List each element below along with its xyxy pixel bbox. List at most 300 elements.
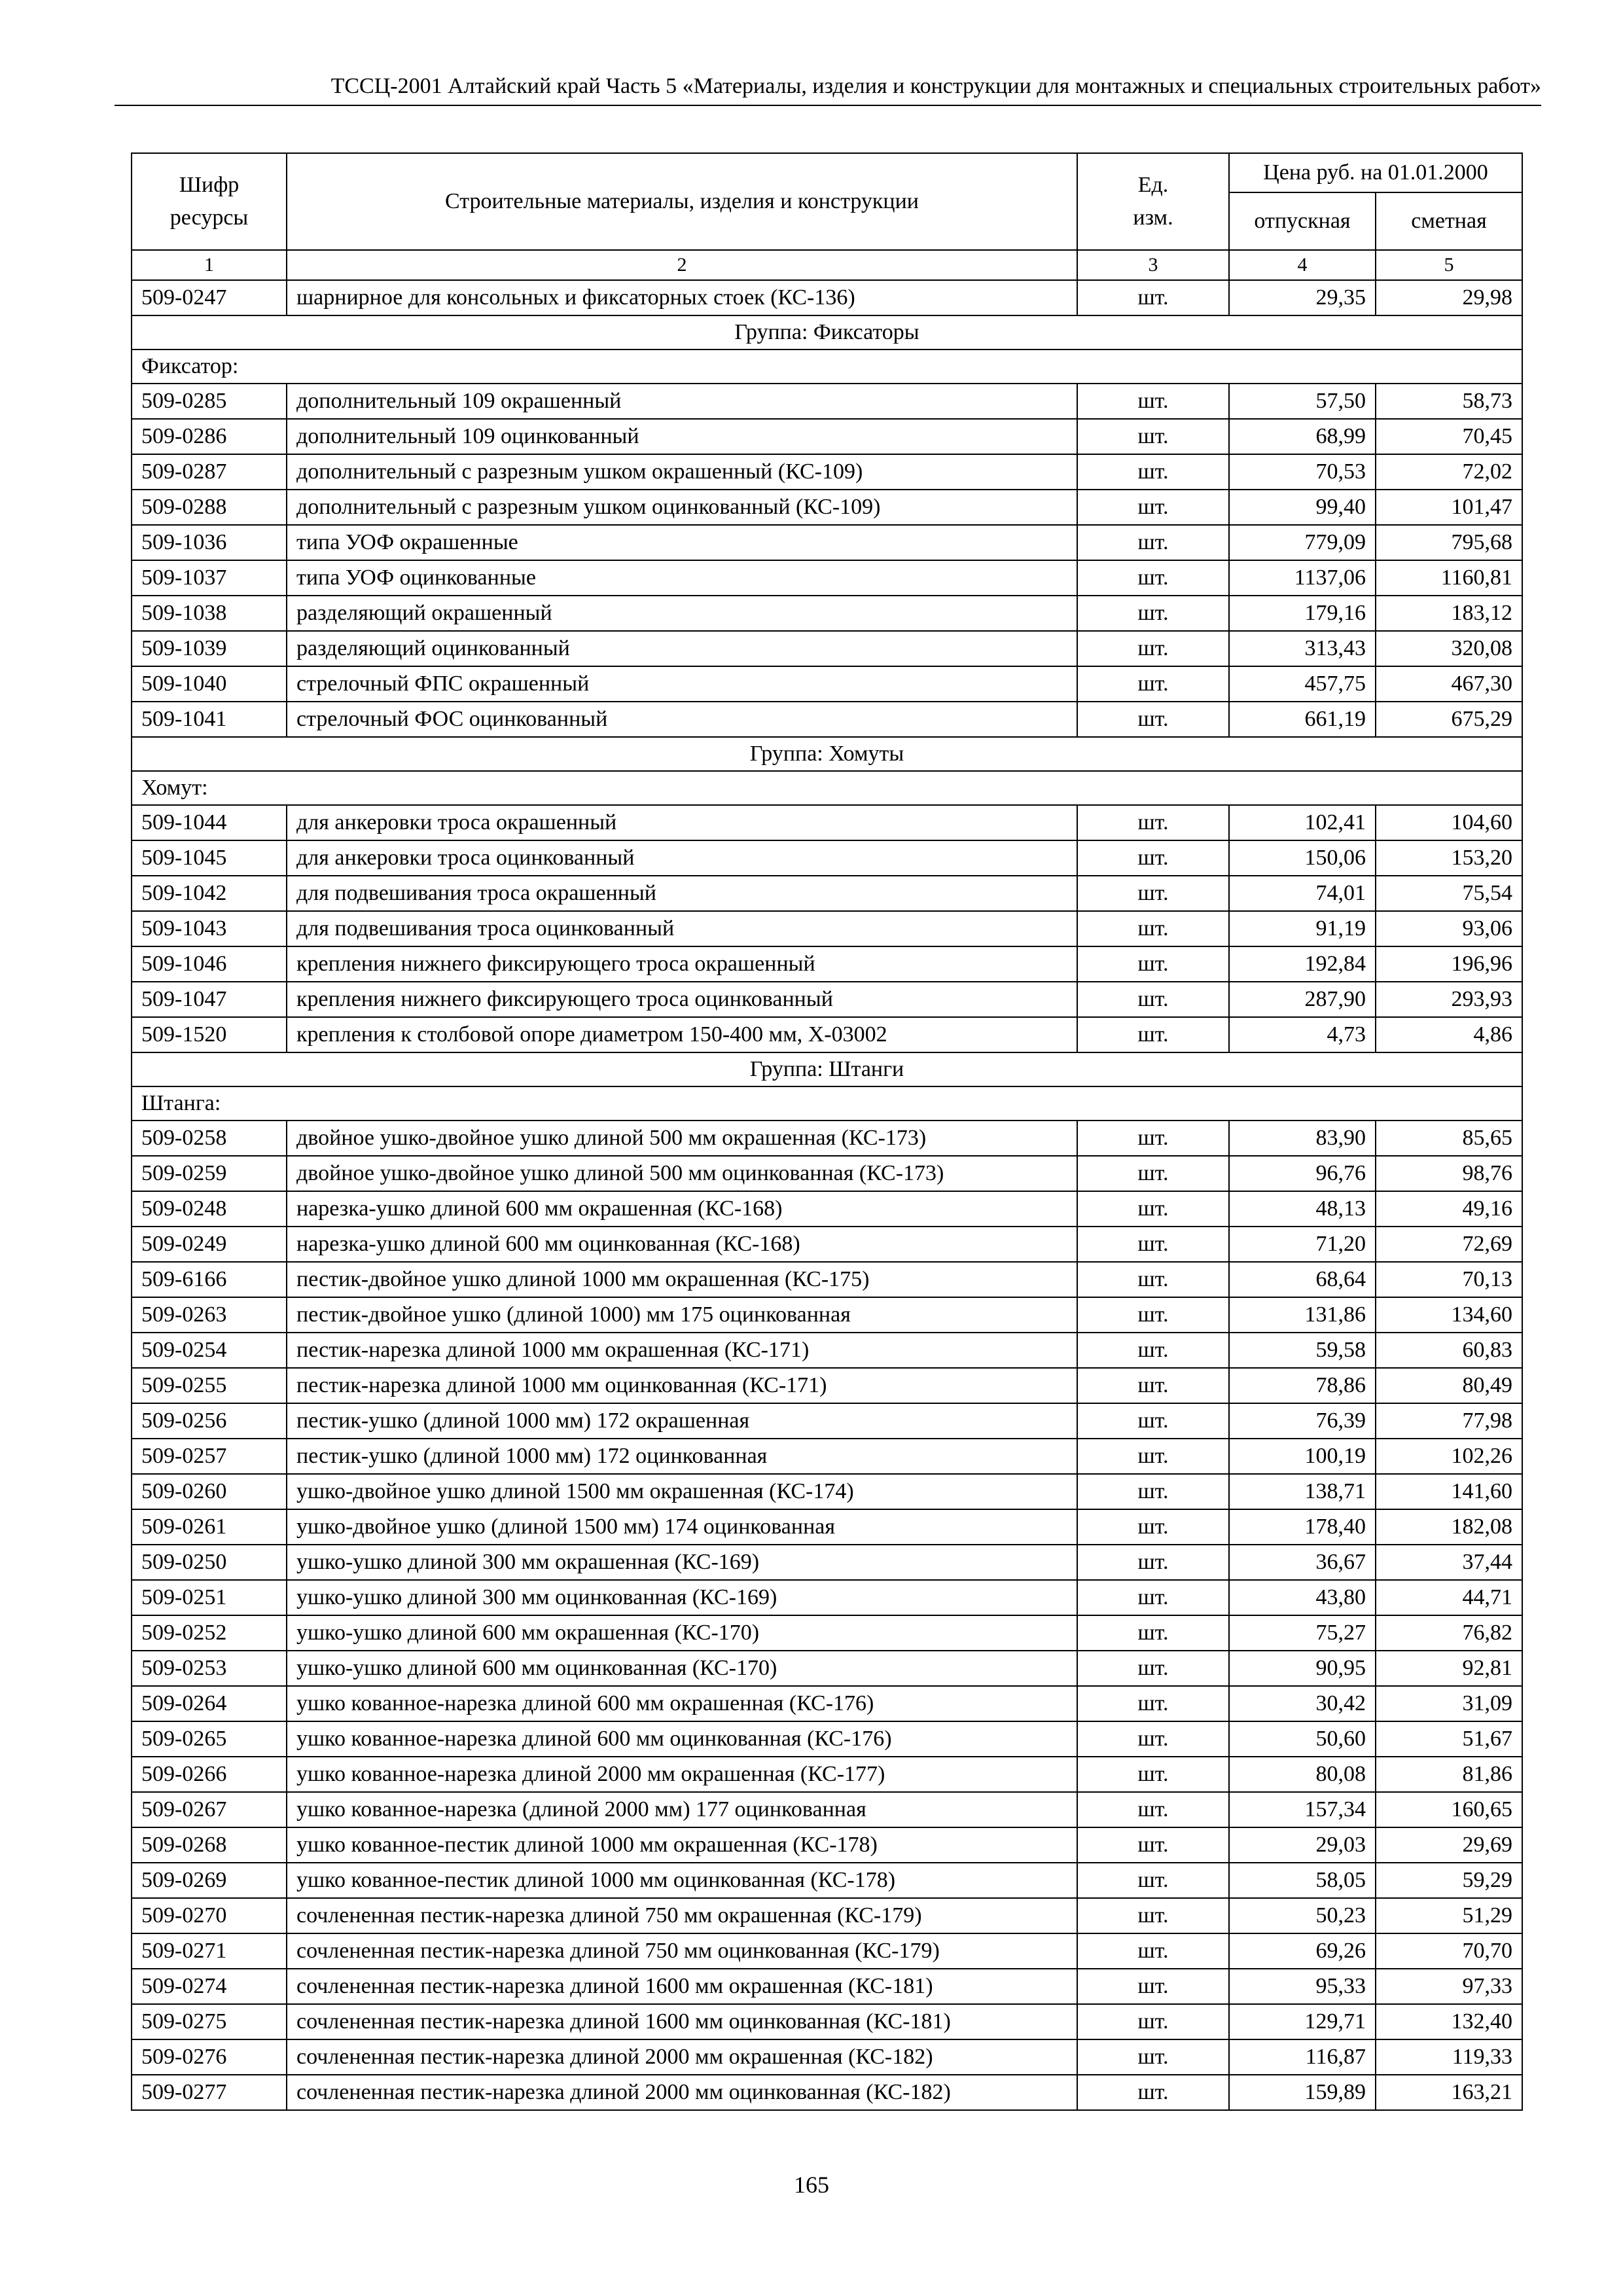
header-name: Строительные материалы, изделия и конструкции xyxy=(287,153,1077,250)
table-row xyxy=(132,1615,1522,1651)
cell-unit: шт. xyxy=(1077,982,1229,1017)
cell-code: 509-0258 xyxy=(132,1121,287,1156)
table-row xyxy=(132,1721,1522,1757)
cell-name: сочлененная пестик-нарезка длиной 750 мм оцинкованная (КС-179) xyxy=(287,1933,1077,1969)
cell-name: ушко кованное-пестик длиной 1000 мм окрашенная (КС-178) xyxy=(287,1827,1077,1863)
table-row xyxy=(132,702,1522,737)
cell-price-release: 29,35 xyxy=(1229,280,1376,315)
cell-name: нарезка-ушко длиной 600 мм оцинкованная (КС-168) xyxy=(287,1227,1077,1262)
table-row xyxy=(132,1545,1522,1580)
cell-price-release: 58,05 xyxy=(1229,1863,1376,1898)
cell-price-estimate: 293,93 xyxy=(1376,982,1522,1017)
cell-name: сочлененная пестик-нарезка длиной 1600 мм окрашенная (КС-181) xyxy=(287,1969,1077,2004)
cell-price-estimate: 795,68 xyxy=(1376,525,1522,560)
cell-name: двойное ушко-двойное ушко длиной 500 мм оцинкованная (КС-173) xyxy=(287,1156,1077,1191)
cell-unit: шт. xyxy=(1077,1686,1229,1721)
cell-code: 509-0268 xyxy=(132,1827,287,1863)
cell-unit: шт. xyxy=(1077,1156,1229,1191)
cell-code: 509-0256 xyxy=(132,1403,287,1439)
subheading: Штанга: xyxy=(132,1086,1522,1121)
table-row xyxy=(132,876,1522,911)
table-row xyxy=(132,2004,1522,2039)
table-row xyxy=(132,1297,1522,1333)
header-price-release: отпускная xyxy=(1229,192,1376,250)
cell-price-estimate: 75,54 xyxy=(1376,876,1522,911)
cell-price-estimate: 98,76 xyxy=(1376,1156,1522,1191)
cell-name: ушко-двойное ушко длиной 1500 мм окрашенная (КС-174) xyxy=(287,1474,1077,1509)
cell-price-release: 75,27 xyxy=(1229,1615,1376,1651)
cell-price-estimate: 102,26 xyxy=(1376,1439,1522,1474)
cell-code: 509-1040 xyxy=(132,666,287,702)
cell-code: 509-0274 xyxy=(132,1969,287,2004)
cell-name: ушко-ушко длиной 600 мм оцинкованная (КС-170) xyxy=(287,1651,1077,1686)
cell-price-release: 116,87 xyxy=(1229,2039,1376,2075)
cell-code: 509-1046 xyxy=(132,946,287,982)
header-code: Шифр ресурсы xyxy=(132,153,287,250)
cell-unit: шт. xyxy=(1077,1863,1229,1898)
cell-price-release: 313,43 xyxy=(1229,631,1376,666)
cell-unit: шт. xyxy=(1077,2004,1229,2039)
cell-price-release: 30,42 xyxy=(1229,1686,1376,1721)
group-heading-row xyxy=(132,315,1522,350)
cell-code: 509-0247 xyxy=(132,280,287,315)
cell-price-release: 100,19 xyxy=(1229,1439,1376,1474)
cell-price-estimate: 49,16 xyxy=(1376,1191,1522,1227)
cell-unit: шт. xyxy=(1077,1333,1229,1368)
table-row xyxy=(132,1792,1522,1827)
cell-name: разделяющий оцинкованный xyxy=(287,631,1077,666)
header-unit: Ед. изм. xyxy=(1077,153,1229,250)
cell-price-release: 74,01 xyxy=(1229,876,1376,911)
table-row xyxy=(132,1403,1522,1439)
cell-price-release: 50,60 xyxy=(1229,1721,1376,1757)
cell-unit: шт. xyxy=(1077,1262,1229,1297)
cell-unit: шт. xyxy=(1077,666,1229,702)
cell-price-release: 90,95 xyxy=(1229,1651,1376,1686)
cell-name: пестик-нарезка длиной 1000 мм окрашенная (КС-171) xyxy=(287,1333,1077,1368)
cell-price-estimate: 1160,81 xyxy=(1376,560,1522,596)
cell-name: разделяющий окрашенный xyxy=(287,596,1077,631)
cell-unit: шт. xyxy=(1077,384,1229,419)
cell-name: типа УОФ окрашенные xyxy=(287,525,1077,560)
cell-name: нарезка-ушко длиной 600 мм окрашенная (КС-168) xyxy=(287,1191,1077,1227)
cell-unit: шт. xyxy=(1077,1898,1229,1933)
table-body xyxy=(132,280,1522,2110)
cell-name: сочлененная пестик-нарезка длиной 2000 мм окрашенная (КС-182) xyxy=(287,2039,1077,2075)
cell-unit: шт. xyxy=(1077,1545,1229,1580)
table-row xyxy=(132,2039,1522,2075)
cell-name: пестик-ушко (длиной 1000 мм) 172 окрашенная xyxy=(287,1403,1077,1439)
cell-unit: шт. xyxy=(1077,1297,1229,1333)
cell-price-estimate: 97,33 xyxy=(1376,1969,1522,2004)
cell-price-estimate: 81,86 xyxy=(1376,1757,1522,1792)
cell-unit: шт. xyxy=(1077,1580,1229,1615)
table-row xyxy=(132,1686,1522,1721)
cell-name: пестик-нарезка длиной 1000 мм оцинкованная (КС-171) xyxy=(287,1368,1077,1403)
cell-unit: шт. xyxy=(1077,454,1229,490)
cell-name: стрелочный ФПС окрашенный xyxy=(287,666,1077,702)
cell-price-release: 83,90 xyxy=(1229,1121,1376,1156)
cell-name: ушко кованное-нарезка длиной 600 мм окрашенная (КС-176) xyxy=(287,1686,1077,1721)
cell-unit: шт. xyxy=(1077,876,1229,911)
cell-price-estimate: 44,71 xyxy=(1376,1580,1522,1615)
cell-name: ушко кованное-нарезка длиной 2000 мм окрашенная (КС-177) xyxy=(287,1757,1077,1792)
cell-price-estimate: 467,30 xyxy=(1376,666,1522,702)
cell-unit: шт. xyxy=(1077,631,1229,666)
cell-code: 509-1037 xyxy=(132,560,287,596)
table-row xyxy=(132,1757,1522,1792)
cell-name: пестик-ушко (длиной 1000 мм) 172 оцинкованная xyxy=(287,1439,1077,1474)
table-row xyxy=(132,1227,1522,1262)
cell-price-estimate: 72,02 xyxy=(1376,454,1522,490)
cell-price-release: 4,73 xyxy=(1229,1017,1376,1052)
cell-unit: шт. xyxy=(1077,490,1229,525)
cell-price-estimate: 76,82 xyxy=(1376,1615,1522,1651)
cell-name: дополнительный с разрезным ушком окрашенный (КС-109) xyxy=(287,454,1077,490)
cell-unit: шт. xyxy=(1077,2039,1229,2075)
cell-price-estimate: 31,09 xyxy=(1376,1686,1522,1721)
cell-code: 509-1036 xyxy=(132,525,287,560)
cell-price-release: 48,13 xyxy=(1229,1191,1376,1227)
cell-price-release: 43,80 xyxy=(1229,1580,1376,1615)
cell-code: 509-0248 xyxy=(132,1191,287,1227)
subheading: Хомут: xyxy=(132,771,1522,805)
cell-unit: шт. xyxy=(1077,1191,1229,1227)
cell-unit: шт. xyxy=(1077,1757,1229,1792)
table-row xyxy=(132,490,1522,525)
cell-price-estimate: 70,45 xyxy=(1376,419,1522,454)
cell-name: крепления нижнего фиксирующего троса окрашенный xyxy=(287,946,1077,982)
cell-price-release: 102,41 xyxy=(1229,805,1376,840)
cell-code: 509-0249 xyxy=(132,1227,287,1262)
cell-name: для подвешивания троса окрашенный xyxy=(287,876,1077,911)
cell-code: 509-0277 xyxy=(132,2075,287,2110)
table-row xyxy=(132,1121,1522,1156)
cell-unit: шт. xyxy=(1077,2075,1229,2110)
cell-unit: шт. xyxy=(1077,560,1229,596)
cell-code: 509-1038 xyxy=(132,596,287,631)
cell-name: двойное ушко-двойное ушко длиной 500 мм окрашенная (КС-173) xyxy=(287,1121,1077,1156)
table-row xyxy=(132,1156,1522,1191)
cell-price-estimate: 675,29 xyxy=(1376,702,1522,737)
cell-name: крепления к столбовой опоре диаметром 150-400 мм, Х-03002 xyxy=(287,1017,1077,1052)
cell-price-estimate: 196,96 xyxy=(1376,946,1522,982)
cell-code: 509-0266 xyxy=(132,1757,287,1792)
cell-name: сочлененная пестик-нарезка длиной 1600 мм оцинкованная (КС-181) xyxy=(287,2004,1077,2039)
cell-price-release: 29,03 xyxy=(1229,1827,1376,1863)
cell-price-release: 661,19 xyxy=(1229,702,1376,737)
cell-price-release: 150,06 xyxy=(1229,840,1376,876)
cell-price-estimate: 92,81 xyxy=(1376,1651,1522,1686)
cell-price-estimate: 59,29 xyxy=(1376,1863,1522,1898)
cell-price-release: 68,99 xyxy=(1229,419,1376,454)
cell-price-estimate: 153,20 xyxy=(1376,840,1522,876)
cell-price-release: 96,76 xyxy=(1229,1156,1376,1191)
cell-price-release: 779,09 xyxy=(1229,525,1376,560)
running-header: ТССЦ-2001 Алтайский край Часть 5 «Материалы, изделия и конструкции для монтажных и специальных строительных работ» xyxy=(330,74,1541,98)
cell-price-estimate: 320,08 xyxy=(1376,631,1522,666)
cell-unit: шт. xyxy=(1077,1439,1229,1474)
cell-price-release: 78,86 xyxy=(1229,1368,1376,1403)
cell-code: 509-0265 xyxy=(132,1721,287,1757)
table-row xyxy=(132,1969,1522,2004)
group-heading: Группа: Хомуты xyxy=(132,737,1522,771)
cell-code: 509-1045 xyxy=(132,840,287,876)
cell-name: ушко-ушко длиной 600 мм окрашенная (КС-170) xyxy=(287,1615,1077,1651)
table-row xyxy=(132,596,1522,631)
cell-price-estimate: 183,12 xyxy=(1376,596,1522,631)
table-row xyxy=(132,384,1522,419)
table-row xyxy=(132,1898,1522,1933)
cell-unit: шт. xyxy=(1077,1827,1229,1863)
cell-code: 509-0264 xyxy=(132,1686,287,1721)
cell-price-release: 69,26 xyxy=(1229,1933,1376,1969)
table-row xyxy=(132,1191,1522,1227)
cell-price-release: 76,39 xyxy=(1229,1403,1376,1439)
cell-price-release: 178,40 xyxy=(1229,1509,1376,1545)
cell-price-estimate: 134,60 xyxy=(1376,1297,1522,1333)
cell-name: пестик-двойное ушко длиной 1000 мм окрашенная (КС-175) xyxy=(287,1262,1077,1297)
cell-code: 509-6166 xyxy=(132,1262,287,1297)
group-heading: Группа: Штанги xyxy=(132,1052,1522,1086)
cell-price-release: 99,40 xyxy=(1229,490,1376,525)
cell-price-release: 192,84 xyxy=(1229,946,1376,982)
cell-price-estimate: 29,69 xyxy=(1376,1827,1522,1863)
table-row xyxy=(132,1651,1522,1686)
cell-unit: шт. xyxy=(1077,596,1229,631)
cell-name: для анкеровки троса оцинкованный xyxy=(287,840,1077,876)
group-heading-row xyxy=(132,737,1522,771)
header-rule xyxy=(115,105,1541,106)
cell-name: ушко-ушко длиной 300 мм оцинкованная (КС-169) xyxy=(287,1580,1077,1615)
cell-price-estimate: 51,67 xyxy=(1376,1721,1522,1757)
table-row xyxy=(132,1933,1522,1969)
cell-code: 509-0251 xyxy=(132,1580,287,1615)
cell-name: для анкеровки троса окрашенный xyxy=(287,805,1077,840)
cell-price-estimate: 85,65 xyxy=(1376,1121,1522,1156)
cell-unit: шт. xyxy=(1077,702,1229,737)
cell-unit: шт. xyxy=(1077,911,1229,946)
cell-name: сочлененная пестик-нарезка длиной 2000 мм оцинкованная (КС-182) xyxy=(287,2075,1077,2110)
cell-unit: шт. xyxy=(1077,1969,1229,2004)
cell-price-estimate: 72,69 xyxy=(1376,1227,1522,1262)
cell-unit: шт. xyxy=(1077,1017,1229,1052)
cell-price-release: 179,16 xyxy=(1229,596,1376,631)
cell-unit: шт. xyxy=(1077,1933,1229,1969)
cell-code: 509-0275 xyxy=(132,2004,287,2039)
table-row xyxy=(132,1368,1522,1403)
col-number-4: 4 xyxy=(1229,250,1376,280)
cell-price-estimate: 58,73 xyxy=(1376,384,1522,419)
header-price-estimate: сметная xyxy=(1376,192,1522,250)
subheading-row xyxy=(132,1086,1522,1121)
table-row xyxy=(132,805,1522,840)
cell-price-estimate: 119,33 xyxy=(1376,2039,1522,2075)
cell-price-release: 50,23 xyxy=(1229,1898,1376,1933)
subheading: Фиксатор: xyxy=(132,350,1522,384)
cell-code: 509-0287 xyxy=(132,454,287,490)
price-table xyxy=(131,152,1523,2111)
cell-name: дополнительный с разрезным ушком оцинкованный (КС-109) xyxy=(287,490,1077,525)
table-row xyxy=(132,982,1522,1017)
table-row xyxy=(132,911,1522,946)
col-number-5: 5 xyxy=(1376,250,1522,280)
col-number-1: 1 xyxy=(132,250,287,280)
cell-price-estimate: 163,21 xyxy=(1376,2075,1522,2110)
table-row xyxy=(132,1580,1522,1615)
group-heading: Группа: Фиксаторы xyxy=(132,315,1522,350)
table-row xyxy=(132,840,1522,876)
cell-price-estimate: 141,60 xyxy=(1376,1474,1522,1509)
cell-unit: шт. xyxy=(1077,1721,1229,1757)
cell-price-release: 131,86 xyxy=(1229,1297,1376,1333)
table-row xyxy=(132,280,1522,315)
cell-price-estimate: 51,29 xyxy=(1376,1898,1522,1933)
header-price-group: Цена руб. на 01.01.2000 xyxy=(1229,153,1522,192)
cell-code: 509-1041 xyxy=(132,702,287,737)
cell-price-estimate: 77,98 xyxy=(1376,1403,1522,1439)
cell-name: пестик-двойное ушко (длиной 1000) мм 175 оцинкованная xyxy=(287,1297,1077,1333)
subheading-row xyxy=(132,771,1522,805)
cell-code: 509-0260 xyxy=(132,1474,287,1509)
cell-unit: шт. xyxy=(1077,1792,1229,1827)
cell-name: для подвешивания троса оцинкованный xyxy=(287,911,1077,946)
cell-code: 509-0250 xyxy=(132,1545,287,1580)
cell-price-estimate: 101,47 xyxy=(1376,490,1522,525)
cell-name: стрелочный ФОС оцинкованный xyxy=(287,702,1077,737)
cell-unit: шт. xyxy=(1077,1368,1229,1403)
cell-price-release: 71,20 xyxy=(1229,1227,1376,1262)
cell-price-estimate: 4,86 xyxy=(1376,1017,1522,1052)
table-row xyxy=(132,1827,1522,1863)
cell-code: 509-0288 xyxy=(132,490,287,525)
cell-price-release: 287,90 xyxy=(1229,982,1376,1017)
table-row xyxy=(132,666,1522,702)
col-number-2: 2 xyxy=(287,250,1077,280)
subheading-row xyxy=(132,350,1522,384)
cell-code: 509-0254 xyxy=(132,1333,287,1368)
cell-unit: шт. xyxy=(1077,805,1229,840)
cell-price-release: 129,71 xyxy=(1229,2004,1376,2039)
cell-price-estimate: 70,13 xyxy=(1376,1262,1522,1297)
cell-unit: шт. xyxy=(1077,840,1229,876)
cell-price-estimate: 29,98 xyxy=(1376,280,1522,315)
table-row xyxy=(132,1262,1522,1297)
cell-price-release: 1137,06 xyxy=(1229,560,1376,596)
cell-code: 509-0263 xyxy=(132,1297,287,1333)
cell-name: ушко кованное-пестик длиной 1000 мм оцинкованная (КС-178) xyxy=(287,1863,1077,1898)
table-row xyxy=(132,1333,1522,1368)
table-row xyxy=(132,1017,1522,1052)
cell-price-release: 80,08 xyxy=(1229,1757,1376,1792)
cell-unit: шт. xyxy=(1077,419,1229,454)
cell-code: 509-0286 xyxy=(132,419,287,454)
cell-price-release: 138,71 xyxy=(1229,1474,1376,1509)
cell-price-release: 70,53 xyxy=(1229,454,1376,490)
table-row xyxy=(132,419,1522,454)
table-row xyxy=(132,454,1522,490)
cell-price-release: 36,67 xyxy=(1229,1545,1376,1580)
cell-name: дополнительный 109 оцинкованный xyxy=(287,419,1077,454)
cell-unit: шт. xyxy=(1077,280,1229,315)
cell-price-release: 57,50 xyxy=(1229,384,1376,419)
cell-code: 509-0255 xyxy=(132,1368,287,1403)
cell-price-estimate: 132,40 xyxy=(1376,2004,1522,2039)
table-row xyxy=(132,525,1522,560)
cell-name: ушко-двойное ушко (длиной 1500 мм) 174 оцинкованная xyxy=(287,1509,1077,1545)
table-row xyxy=(132,631,1522,666)
cell-price-estimate: 80,49 xyxy=(1376,1368,1522,1403)
table-row xyxy=(132,1439,1522,1474)
group-heading-row xyxy=(132,1052,1522,1086)
cell-price-release: 157,34 xyxy=(1229,1792,1376,1827)
table-row xyxy=(132,560,1522,596)
cell-name: шарнирное для консольных и фиксаторных стоек (КС-136) xyxy=(287,280,1077,315)
cell-price-release: 68,64 xyxy=(1229,1262,1376,1297)
cell-price-estimate: 93,06 xyxy=(1376,911,1522,946)
cell-code: 509-0271 xyxy=(132,1933,287,1969)
cell-code: 509-0259 xyxy=(132,1156,287,1191)
table-row xyxy=(132,2075,1522,2110)
cell-code: 509-0252 xyxy=(132,1615,287,1651)
cell-price-estimate: 160,65 xyxy=(1376,1792,1522,1827)
cell-unit: шт. xyxy=(1077,946,1229,982)
cell-code: 509-0276 xyxy=(132,2039,287,2075)
cell-unit: шт. xyxy=(1077,1474,1229,1509)
cell-price-release: 95,33 xyxy=(1229,1969,1376,2004)
cell-name: сочлененная пестик-нарезка длиной 750 мм окрашенная (КС-179) xyxy=(287,1898,1077,1933)
cell-price-estimate: 60,83 xyxy=(1376,1333,1522,1368)
cell-code: 509-0267 xyxy=(132,1792,287,1827)
cell-code: 509-0261 xyxy=(132,1509,287,1545)
cell-price-estimate: 37,44 xyxy=(1376,1545,1522,1580)
cell-unit: шт. xyxy=(1077,1651,1229,1686)
cell-unit: шт. xyxy=(1077,1509,1229,1545)
cell-name: ушко кованное-нарезка (длиной 2000 мм) 177 оцинкованная xyxy=(287,1792,1077,1827)
cell-code: 509-1044 xyxy=(132,805,287,840)
cell-unit: шт. xyxy=(1077,525,1229,560)
cell-name: ушко-ушко длиной 300 мм окрашенная (КС-169) xyxy=(287,1545,1077,1580)
cell-code: 509-1047 xyxy=(132,982,287,1017)
cell-price-estimate: 70,70 xyxy=(1376,1933,1522,1969)
cell-code: 509-1520 xyxy=(132,1017,287,1052)
col-number-3: 3 xyxy=(1077,250,1229,280)
cell-price-release: 59,58 xyxy=(1229,1333,1376,1368)
table-row xyxy=(132,946,1522,982)
cell-name: типа УОФ оцинкованные xyxy=(287,560,1077,596)
cell-price-estimate: 182,08 xyxy=(1376,1509,1522,1545)
cell-price-release: 159,89 xyxy=(1229,2075,1376,2110)
table-row xyxy=(132,1863,1522,1898)
cell-unit: шт. xyxy=(1077,1615,1229,1651)
cell-code: 509-0269 xyxy=(132,1863,287,1898)
cell-price-estimate: 104,60 xyxy=(1376,805,1522,840)
cell-code: 509-0257 xyxy=(132,1439,287,1474)
cell-code: 509-0285 xyxy=(132,384,287,419)
cell-price-release: 91,19 xyxy=(1229,911,1376,946)
cell-code: 509-1043 xyxy=(132,911,287,946)
table-row xyxy=(132,1509,1522,1545)
cell-name: ушко кованное-нарезка длиной 600 мм оцинкованная (КС-176) xyxy=(287,1721,1077,1757)
cell-price-release: 457,75 xyxy=(1229,666,1376,702)
cell-code: 509-1039 xyxy=(132,631,287,666)
cell-name: дополнительный 109 окрашенный xyxy=(287,384,1077,419)
table-row xyxy=(132,1474,1522,1509)
cell-unit: шт. xyxy=(1077,1403,1229,1439)
cell-code: 509-1042 xyxy=(132,876,287,911)
cell-unit: шт. xyxy=(1077,1227,1229,1262)
cell-code: 509-0270 xyxy=(132,1898,287,1933)
